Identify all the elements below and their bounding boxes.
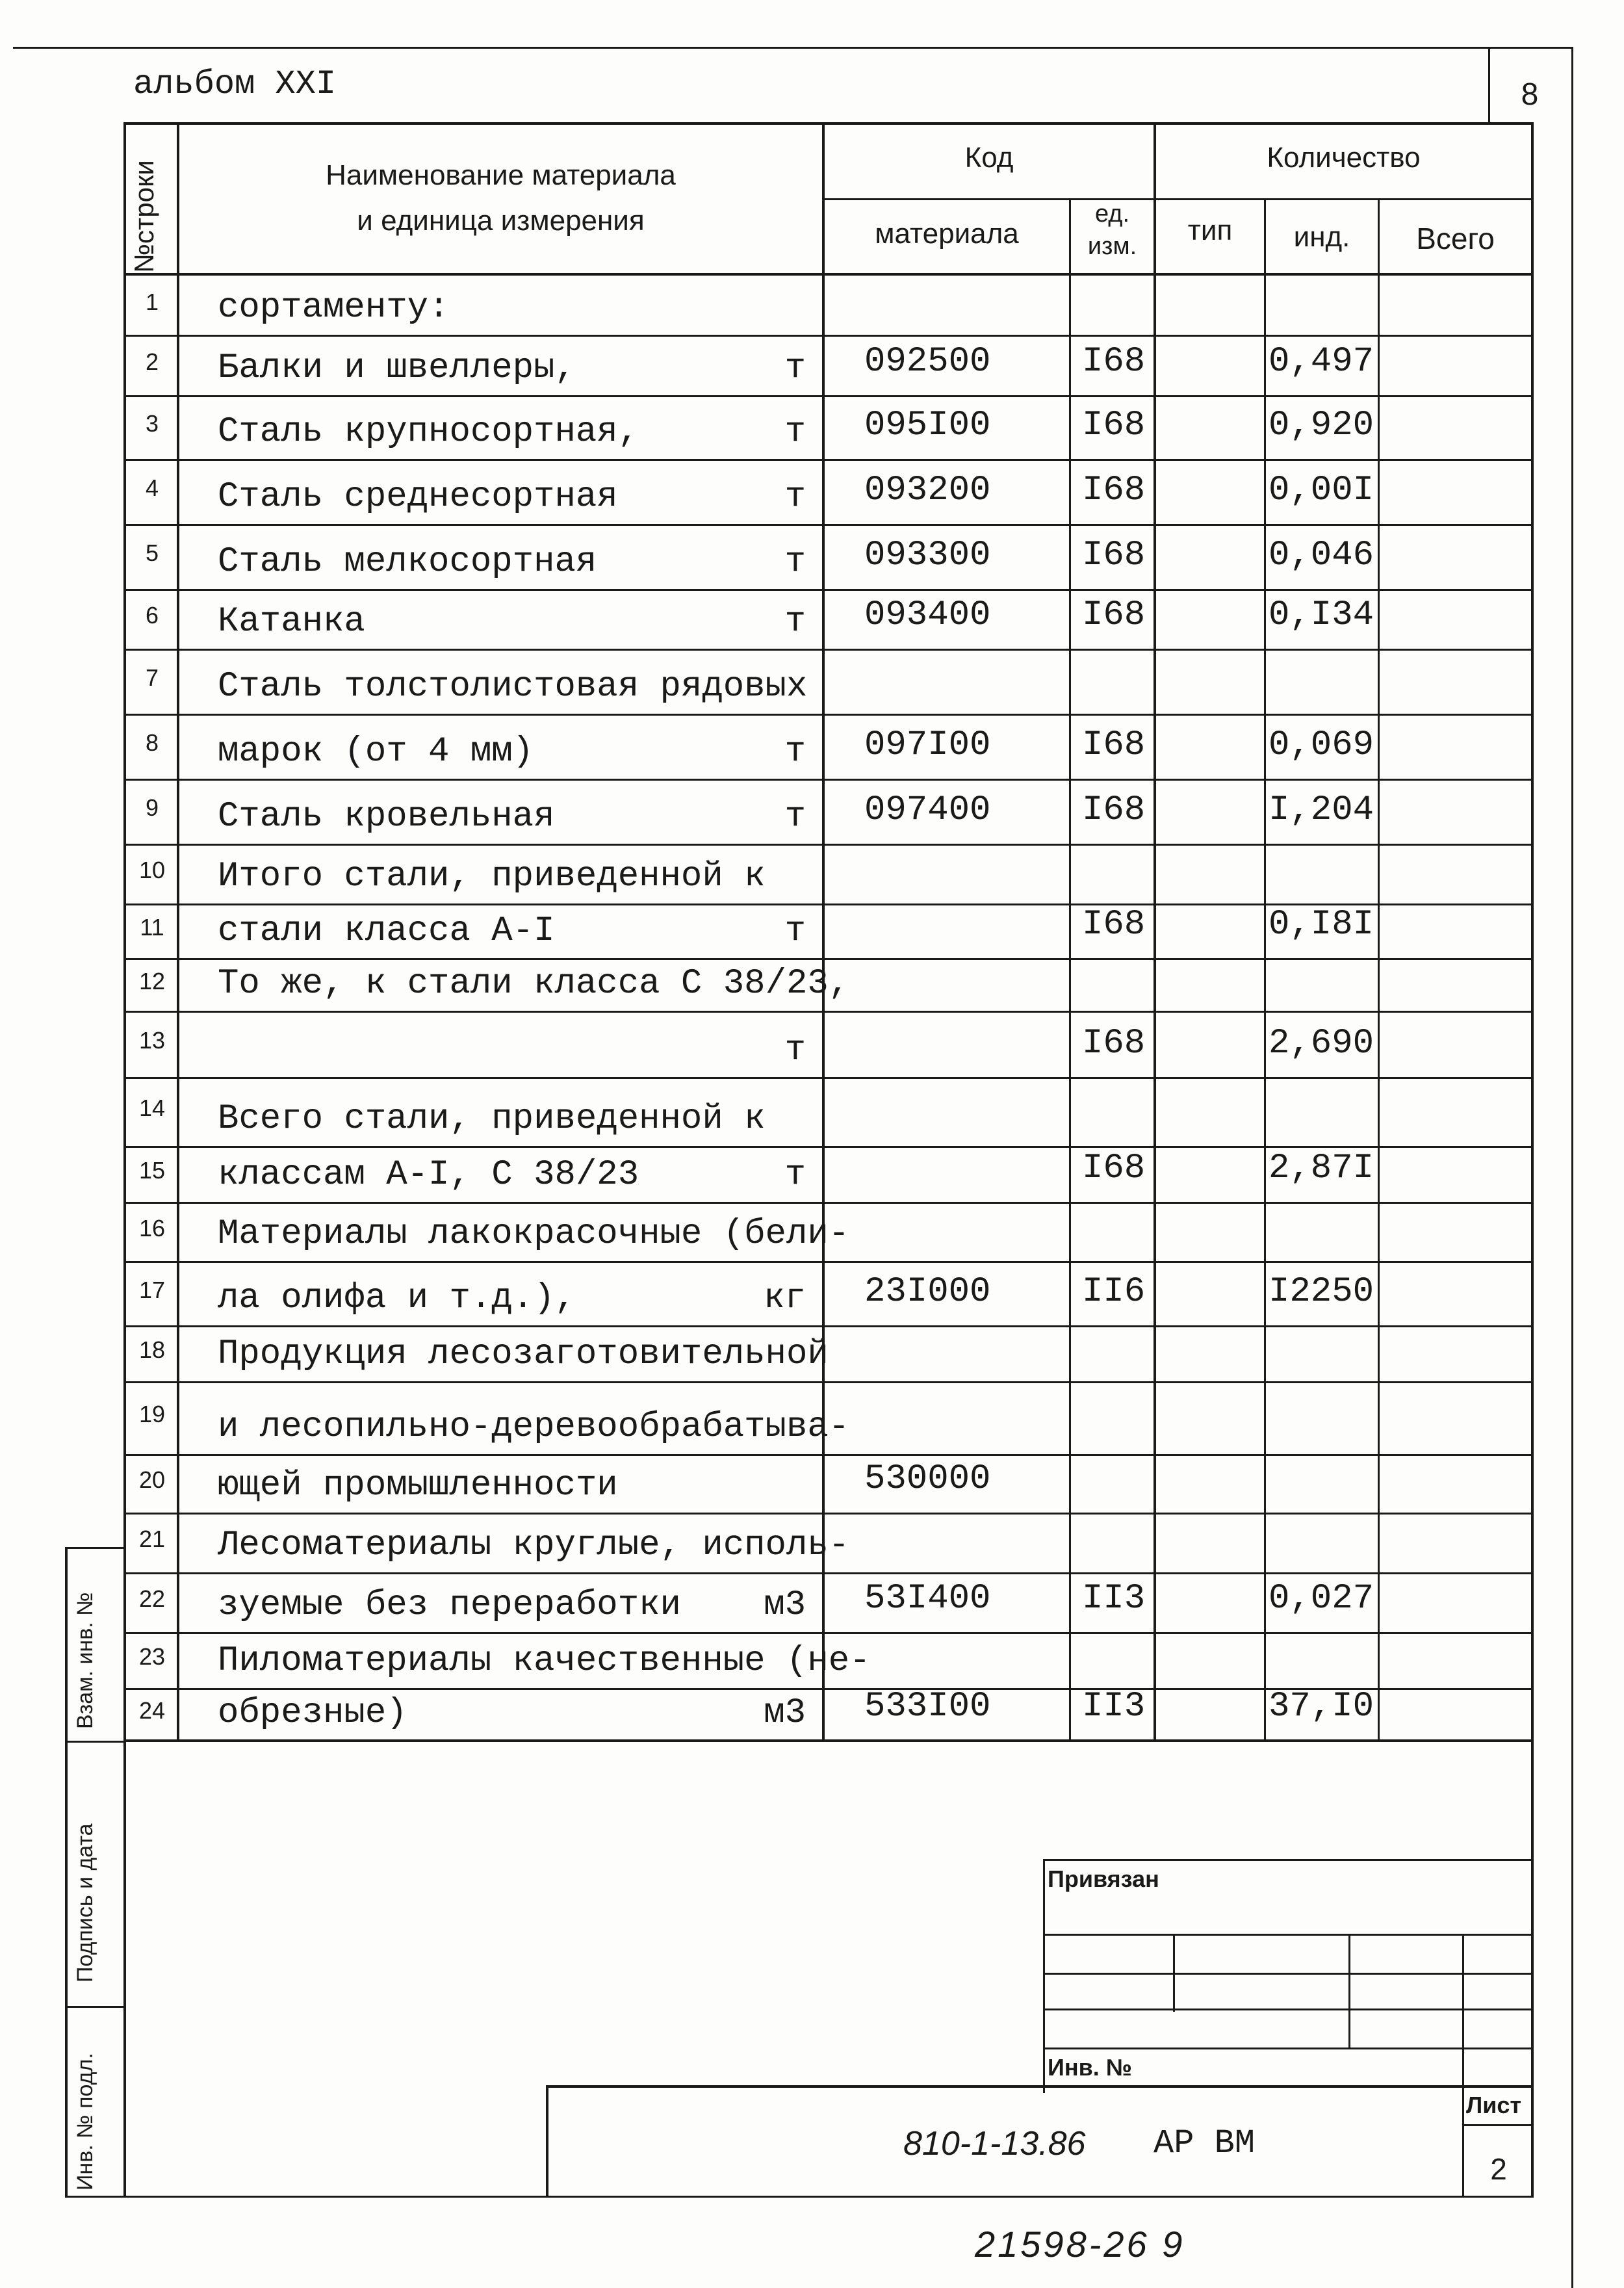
material-code: 23I000 <box>864 1272 991 1312</box>
quantity-ind: 0,I8I <box>1269 905 1374 944</box>
table-row <box>0 395 1624 459</box>
quantity-ind: 0,I34 <box>1269 595 1374 635</box>
table-row <box>0 1325 1624 1381</box>
material-name: Продукция лесозаготовительной <box>218 1334 829 1374</box>
row-number: 12 <box>138 967 166 994</box>
table-row <box>0 459 1624 524</box>
sheet-label: Лист <box>1466 2092 1522 2118</box>
side-label-inv: Инв. № подл. <box>73 2053 97 2190</box>
quantity-ind: I2250 <box>1269 1272 1374 1312</box>
material-code: 097400 <box>864 790 991 830</box>
row-number: 4 <box>145 474 159 501</box>
quantity-ind: 2,87I <box>1269 1149 1374 1188</box>
unit-label: т <box>784 911 806 951</box>
material-code: 533I00 <box>864 1687 991 1726</box>
quantity-ind: 0,069 <box>1269 725 1374 765</box>
table-row <box>0 844 1624 904</box>
privyazan-label: Привязан <box>1048 1866 1159 1892</box>
table-row <box>0 1688 1624 1739</box>
unit-label: т <box>784 1155 806 1195</box>
material-name: Сталь толстолистовая рядовых <box>218 667 808 707</box>
unit-code: II3 <box>1082 1579 1146 1618</box>
material-code: 095I00 <box>864 406 991 445</box>
header-quantity: Количество <box>1267 142 1421 174</box>
header-material: материала <box>875 218 1019 250</box>
header-unit-line1: ед. <box>1094 200 1130 228</box>
table-row <box>0 1202 1624 1261</box>
material-name: и лесопильно-деревообрабатыва- <box>218 1407 850 1447</box>
row-number: 15 <box>138 1157 166 1184</box>
quantity-ind: 0,920 <box>1269 406 1374 445</box>
material-name: Материалы лакокрасочные (бели- <box>218 1214 850 1254</box>
row-number: 2 <box>145 348 159 375</box>
unit-label: м3 <box>764 1585 806 1625</box>
material-code: 093400 <box>864 595 991 635</box>
table-row <box>0 714 1624 779</box>
table-row <box>0 1261 1624 1325</box>
document-code: 810-1-13.86 <box>903 2125 1086 2163</box>
material-name: ющей промышленности <box>218 1466 618 1505</box>
document-suffix: АР ВМ <box>1154 2124 1256 2163</box>
header-name-line1: Наименование материала <box>326 159 676 191</box>
table-row <box>0 1077 1624 1146</box>
quantity-ind: 0,497 <box>1269 342 1374 382</box>
unit-label: м3 <box>764 1693 806 1733</box>
header-type: тип <box>1187 214 1233 246</box>
row-number: 8 <box>145 729 159 756</box>
side-label-podpis: Подпись и дата <box>73 1823 97 1982</box>
page-number: 8 <box>1521 77 1539 112</box>
row-number: 13 <box>138 1027 166 1054</box>
material-code: 53I400 <box>864 1579 991 1618</box>
material-name: Всего стали, приведенной к <box>218 1099 766 1139</box>
unit-label: т <box>784 348 806 388</box>
unit-label: т <box>784 797 806 837</box>
table-row <box>0 779 1624 844</box>
album-title: альбом XXI <box>133 65 337 103</box>
material-code: 092500 <box>864 342 991 382</box>
material-name: Лесоматериалы круглые, исполь- <box>218 1526 850 1565</box>
header-total: Всего <box>1416 222 1495 255</box>
material-code: 093200 <box>864 471 991 510</box>
header-unit-line2: изм. <box>1087 233 1137 260</box>
row-number: 7 <box>145 664 159 691</box>
unit-code: I68 <box>1082 406 1146 445</box>
row-number: 22 <box>138 1585 166 1612</box>
material-name: Сталь крупносортная, <box>218 412 639 452</box>
unit-label: т <box>784 1030 806 1070</box>
table-row <box>0 1146 1624 1202</box>
table-row <box>0 1454 1624 1513</box>
table-row <box>0 276 1624 335</box>
quantity-ind: 37,I0 <box>1269 1687 1374 1726</box>
material-name: сортаменту: <box>218 288 450 328</box>
row-number: 19 <box>138 1401 166 1427</box>
row-number: 10 <box>138 857 166 883</box>
table-row <box>0 1632 1624 1688</box>
unit-label: т <box>784 602 806 642</box>
row-number: 1 <box>145 288 159 315</box>
material-name: Сталь мелкосортная <box>218 542 597 582</box>
row-number: 3 <box>145 410 159 437</box>
material-name: Сталь среднесортная <box>218 477 618 517</box>
row-number: 18 <box>138 1336 166 1363</box>
unit-code: II6 <box>1082 1272 1146 1312</box>
row-number: 14 <box>138 1095 166 1121</box>
header-code: Код <box>964 142 1014 174</box>
row-number: 21 <box>138 1526 166 1552</box>
row-number: 16 <box>138 1214 166 1242</box>
material-name: ла олифа и т.д.), <box>218 1279 576 1318</box>
header-ind: инд. <box>1293 221 1350 253</box>
footer-note: 21598-26 9 <box>975 2224 1185 2265</box>
material-code: 097I00 <box>864 725 991 765</box>
quantity-ind: 0,027 <box>1269 1579 1374 1618</box>
unit-label: т <box>784 477 806 517</box>
unit-label: т <box>784 412 806 452</box>
material-name: Итого стали, приведенной к <box>218 857 766 896</box>
row-number: 24 <box>138 1696 166 1724</box>
material-name: стали класса А-I <box>218 911 555 951</box>
table-row <box>0 958 1624 1011</box>
material-name: Балки и швеллеры, <box>218 348 576 388</box>
material-name: марок (от 4 мм) <box>218 732 534 772</box>
quantity-ind: I,204 <box>1269 790 1374 830</box>
table-row <box>0 524 1624 589</box>
unit-label: кг <box>764 1279 806 1318</box>
row-number: 17 <box>138 1276 166 1303</box>
header-name-line2: и единица измерения <box>357 205 645 237</box>
quantity-ind: 0,046 <box>1269 536 1374 575</box>
row-number: 9 <box>145 794 159 821</box>
row-number: 5 <box>145 540 159 566</box>
unit-code: I68 <box>1082 790 1146 830</box>
unit-code: I68 <box>1082 595 1146 635</box>
unit-label: т <box>784 542 806 582</box>
row-number: 11 <box>140 914 164 941</box>
material-name: Пиломатериалы качественные (не- <box>218 1641 871 1681</box>
sheet-number: 2 <box>1490 2152 1507 2186</box>
material-name: Катанка <box>218 602 365 642</box>
material-name: обрезные) <box>218 1693 407 1733</box>
header-row-number: №строки <box>129 160 159 273</box>
row-number: 20 <box>138 1466 166 1493</box>
material-name: Сталь кровельная <box>218 797 555 837</box>
unit-label: т <box>784 732 806 772</box>
table-row <box>0 335 1624 395</box>
table-row <box>0 1381 1624 1454</box>
material-name: зуемые без переработки <box>218 1585 681 1625</box>
unit-code: I68 <box>1082 1149 1146 1188</box>
unit-code: II3 <box>1082 1687 1146 1726</box>
table-row <box>0 1011 1624 1077</box>
unit-code: I68 <box>1082 342 1146 382</box>
material-name: классам А-I, С 38/23 <box>218 1155 639 1195</box>
unit-code: I68 <box>1082 471 1146 510</box>
unit-code: I68 <box>1082 536 1146 575</box>
unit-code: I68 <box>1082 725 1146 765</box>
table-row <box>0 904 1624 958</box>
unit-code: I68 <box>1082 905 1146 944</box>
table-row <box>0 589 1624 649</box>
inv-no-label: Инв. № <box>1048 2054 1132 2081</box>
quantity-ind: 2,690 <box>1269 1024 1374 1063</box>
row-number: 23 <box>138 1643 166 1670</box>
side-label-vzam: Взам. инв. № <box>73 1592 97 1729</box>
material-code: 530000 <box>864 1459 991 1499</box>
table-row <box>0 1572 1624 1632</box>
material-code: 093300 <box>864 536 991 575</box>
material-name: То же, к стали класса С 38/23, <box>218 964 850 1004</box>
row-number: 6 <box>145 602 159 629</box>
table-row <box>0 1513 1624 1572</box>
table-row <box>0 649 1624 714</box>
quantity-ind: 0,00I <box>1269 471 1374 510</box>
unit-code: I68 <box>1082 1024 1146 1063</box>
